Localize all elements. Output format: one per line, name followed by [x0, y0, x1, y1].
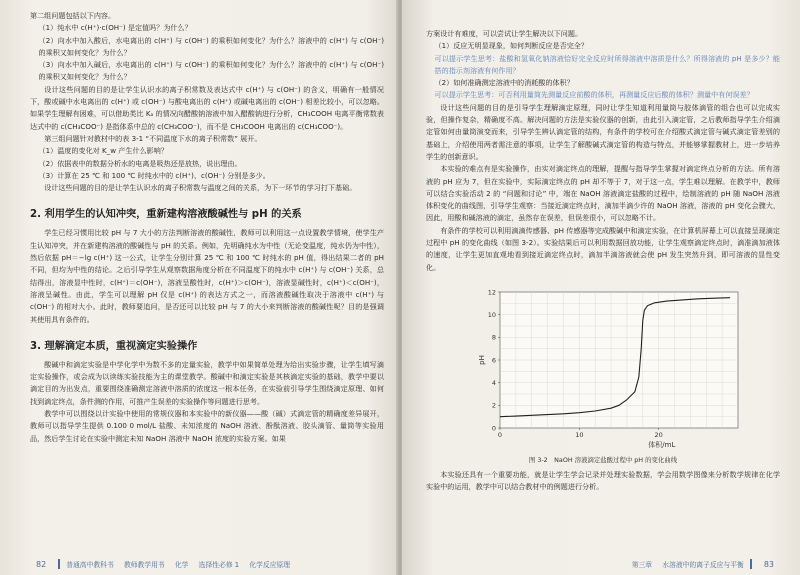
question-3: （3）向水中加入碱后，水电离出的 c(H⁺) 与 c(OH⁻) 的乘积如何变化？为什么？溶液中的 c(H⁺) 与 c(OH⁻) 的乘积又如何变化？为什么？	[38, 60, 384, 82]
left-footer	[30, 553, 384, 575]
group3-question-3: （3）计算在 25 ℃ 和 100 ℃ 时纯水中的 c(H⁺)、c(OH⁻) 分别是多少。	[38, 170, 270, 180]
left-page	[0, 0, 398, 575]
right-page	[402, 0, 800, 575]
y-tick-label: 10	[487, 310, 496, 319]
footer-subject: 化学	[174, 561, 189, 569]
left-page-number: 82	[36, 559, 47, 569]
y-tick-label: 6	[491, 356, 496, 365]
footer-principle: 化学反应原理	[249, 561, 291, 569]
difficulty-paragraph: 本实验的难点有是实验操作，由实对滴定终点的理解，提醒与指导学生掌握对滴定终点分析的方法。所有溶液的 pH 应为 7，但在实验中，实际滴定终点的 pH 却不等于 7，对于这一点，学生难以理解。在教学中，教师可以结合实验活动 2 的 “问题和讨论” 中，端在 NaOH 溶液滴定盐酸的过程中，绘制溶液的 pH 随 NaOH 溶液体积变化的曲线图，引导学生观察：当接近滴定终点时，滴加半滴少许的 NaOH 溶液，溶液的 pH 变化会骤大，因此，用酸和碱溶液的滴定，虽然存在误差，但误差很小，可以忽略不计。	[426, 164, 780, 223]
right-question-1: （1）反应无明显现象，如何判断反应是否完全？	[434, 41, 588, 51]
y-tick-label: 4	[491, 378, 496, 387]
design-paragraph: 设计这些问题的目的是让学生认识水的离子积常数及表达式中 c(H⁺) 与 c(OH⁻) 的含义，明确有一般情况下，酸或碱中水电离出的 c(H⁺) 或 c(OH⁻) 与酸电离出的 c(H⁺) 或碱电离出的 c(OH⁻) 相差比较小，可以忽略。如果学生理解有困难，可以借助类比 Kₐ 的情况向醋酸钠溶液中加入醋酸钠进行分析，CH₃COOH 电离平衡常数表达式中的 c(CH₃COO⁻) 是指体系中总的 c(CH₃COO⁻)，而不是 CH₃COOH 电离出的 c(CH₃COO⁻)。	[30, 84, 384, 131]
x-tick-label: 10	[575, 430, 584, 439]
section-3-body-a: 酸碱中和滴定实验是中学化学中为数不多的定量实验，教学中如果简单处理为给出实验步骤，让学生填写滴定实验操作，或会成为以读练实验技能为主的课堂教学。酸碱中和滴定实验是其核滴定实验的基础，教学中要以滴定目的为出发点，重要围绕准确测定溶液中溶质的浓度这一根本任务，在实验前引导学生围绕滴定原理、如何找到滴定终点，条件测的作用，可推产生误差的实验操作等问题进行思考。	[30, 359, 384, 406]
figure-caption: 图 3-2 NaOH 溶液滴定盐酸过程中 pH 的变化曲线	[528, 455, 678, 464]
right-question-1-hint: 可以提示学生思考：盐酸和氢氧化钠溶液恰好完全反应时所得溶液中溶质是什么？所得溶液的 pH 是多少？能搭的指示剂溶液有何作用？	[434, 53, 780, 75]
group3-question-2: （2）依据表中的数据分析水的电离是吸热还是放热，说出理由。	[38, 158, 242, 168]
titration-chart	[478, 284, 746, 449]
x-tick-label: 0	[497, 430, 503, 439]
y-tick-label: 2	[491, 401, 496, 410]
x-tick-label: 20	[654, 430, 663, 439]
footer-volume: 选择性必修 1	[198, 561, 240, 569]
right-question-2-hint: 可以提示学生思考：可否利用量筒先测量反应前酸的体积，再测量反应后酸的体积？测量中有何误差？	[434, 90, 754, 100]
section-2-body: 学生已经习惯用比较 pH 与 7 大小的方法判断溶液的酸碱性，教师可以利用这一点设置教学情境，使学生产生认知冲突，并在新建构溶液的酸碱性与 pH 的关系。例如，先明确纯水为中性（无论变温度，纯水仍为中性），然后依据 pH＝−lg c(H⁺) 这一公式，让学生分别计算 25 ℃ 和 100 ℃ 时纯水的 pH 值，得出结果二者的 pH 不同，但均为中性的结论。之后引导学生从观察数据角度分析在不同温度下的纯水中 c(H⁺) 与 c(OH⁻) 关系，总结得出，溶液显中性时，c(H⁺)＝c(OH⁻)，溶液呈酸性时，c(H⁺)＞c(OH⁻)，溶液显碱性时，c(H⁺)＜c(OH⁻)，溶液呈碱性。由此，学生可以理解 pH 仅是 c(H⁺) 的表达方式之一，而溶液酸碱性取决于溶液中 c(H⁺) 与 c(OH⁻) 的相对大小。此时，教师要追问，是否还可以比较 pH 与 7 的大小来判断溶液的酸碱性呢？目的是强调其使用具有条件的。	[30, 228, 384, 324]
footer-chapter-title: 水溶液中的离子反应与平衡	[662, 561, 744, 569]
right-question-2: （2）如何准确测定溶液中的消耗酸的体积？	[434, 78, 574, 88]
question-1: （1）纯水中 c(H⁺)·c(OH⁻) 是定值吗？为什么？	[38, 23, 192, 33]
y-tick-label: 0	[491, 424, 496, 433]
group3-purpose: 设计这些问题的目的是让学生认识水的离子积常数与温度之间的关系，为下一环节的学习打下基础。	[44, 183, 357, 193]
y-tick-label: 8	[491, 333, 496, 342]
chart-x-axis-label: 体积/mL	[648, 440, 676, 449]
group3-paragraph: 第三组问题针对教材中的表 3-1 “不同温度下水的离子积常数” 展开。	[44, 133, 262, 143]
right-page-number: 83	[763, 559, 774, 569]
titration-chart-svg	[478, 284, 746, 449]
section-3-body-b: 教学中可以围绕以计实验中使用的常规仪器和本实验中的新仪器——酸（碱）式滴定管的精确度差异展开，教师可以指导学生提供 0.100 0 mol/L 盐酸、未知浓度的 NaOH 溶液、酚酞溶液、胶头滴管、量筒等实验用品，然后学生讨论在实验中测定未知 NaOH 溶液中 NaOH 浓度的实验方案。如果	[30, 409, 384, 443]
section-heading-2: 2. 利用学生的认知冲突，重新建构溶液酸碱性与 pH 的关系	[30, 209, 302, 221]
right-footer	[426, 553, 780, 575]
footer-chapter: 第三章	[631, 561, 653, 569]
sensor-paragraph: 有条件的学校可以利用滴滴传感器、pH 传感器等完成酸碱中和滴定实验，在计算机屏幕上可以直接呈现滴定过程中 pH 的变化曲线（如图 3-2）。实验结果后可以利用数据回放功能，让学生观察滴定终点时，滴准滴加液体的速度，让学生更加直观地看到接近滴定终点时，滴加半滴溶液就会使 pH 发生突然升到，即可溶液的显性变化。	[426, 225, 780, 272]
intro-paragraph: 第二组问题包括以下内容。	[30, 11, 116, 20]
footer-divider	[58, 559, 60, 569]
group3-question-1: （1）温度的变化对 K_w 产生什么影响？	[38, 146, 168, 156]
y-tick-label: 12	[487, 288, 496, 297]
right-bottom-paragraph: 本实验还具有一个重要功能，就是让学生学会记录并处理实验数据，学会用数学图像来分析数学规律在化学实验中的运用，教学中可以结合教材中的例题进行分析。	[426, 469, 780, 492]
right-design-paragraph: 设计这些问题的目的是引导学生理解滴定原理，同时让学生知道利用量筒与胶体滴管的组合也可以完成实验，但操作复杂，精确度不高。解决问题的方法是实验仪器的创新，由此引入滴定管，之后教师指导学生介绍滴定管如何由量筒演变而来，引导学生辨认滴定管的结构，有条件的学校可在介绍酸式滴定管与碱式滴定管差别的基础上，介绍使用两者需注意的事项，让学生了解酸碱式滴定管的构造与特点，并能够掌握教材上，进一步培养学生的创新意识。	[426, 102, 780, 161]
chart-y-axis-label: pH	[478, 355, 486, 365]
right-top-paragraph: 方案设计有难度，可以尝试让学生解决以下问题。	[426, 29, 583, 38]
footer-series-title: 普通高中教科书	[66, 561, 114, 569]
footer-divider-right	[750, 559, 752, 569]
question-2: （2）向水中加入酸后，水电离出的 c(H⁺) 与 c(OH⁻) 的乘积如何变化？为什么？溶液中的 c(H⁺) 与 c(OH⁻) 的乘积又如何变化？为什么？	[38, 35, 384, 57]
section-heading-3: 3. 理解滴定本质，重视滴定实验操作	[30, 340, 198, 352]
footer-book-type: 教师教学用书	[123, 561, 165, 569]
